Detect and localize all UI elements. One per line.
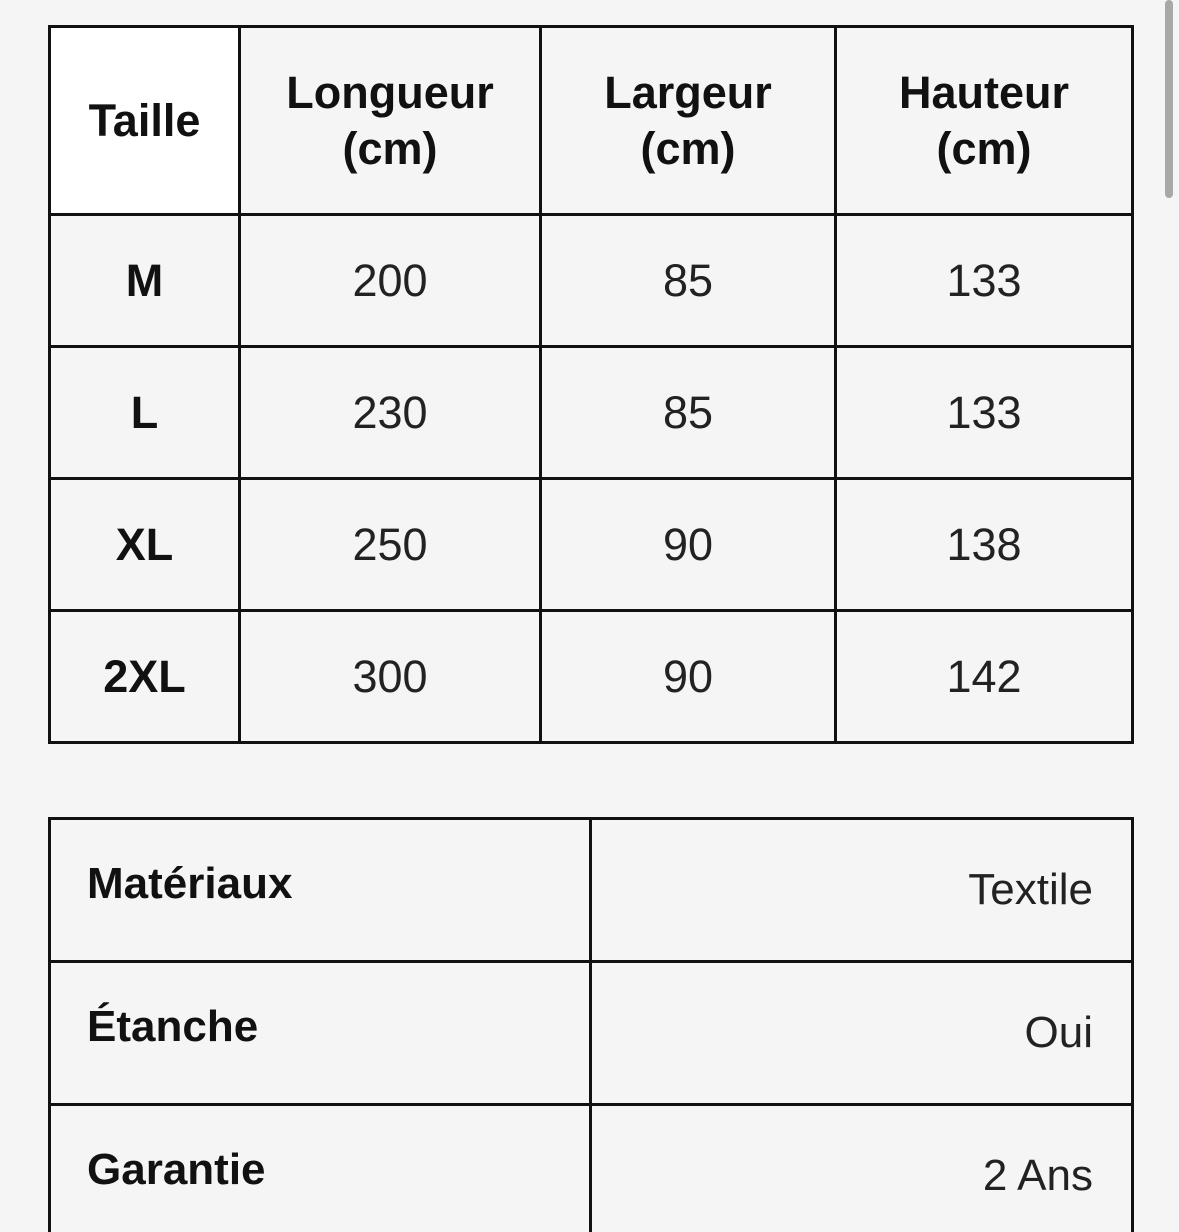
size-cell: XL [50,479,240,611]
hauteur-cell: 138 [836,479,1133,611]
header-largeur: Largeur (cm) [541,27,836,215]
largeur-cell: 85 [541,347,836,479]
table-row [50,347,1133,479]
largeur-cell: 90 [541,479,836,611]
table-row [50,215,1133,347]
spec-label [50,1105,591,1232]
spec-value: Textile [591,819,1133,962]
spec-value: Oui [591,962,1133,1105]
scrollbar-thumb[interactable] [1165,0,1173,198]
spec-row-garantie [50,1105,1133,1232]
size-table [48,25,1134,744]
header-taille: Taille [50,27,240,215]
largeur-cell: 90 [541,611,836,743]
header-hauteur: Hauteur (cm) [836,27,1133,215]
spec-row-etanche [50,962,1133,1105]
hauteur-cell: 142 [836,611,1133,743]
longueur-cell: 230 [240,347,541,479]
spec-label-text: Étanche [87,1002,259,1051]
spec-label-text: Garantie [87,1145,266,1194]
table-row [50,479,1133,611]
size-cell: M [50,215,240,347]
spec-table [48,817,1134,1232]
spec-row-materiaux [50,819,1133,962]
hauteur-cell: 133 [836,347,1133,479]
spec-value: 2 Ans [591,1105,1133,1232]
largeur-cell: 85 [541,215,836,347]
longueur-cell: 300 [240,611,541,743]
spec-label [50,962,591,1105]
longueur-cell: 250 [240,479,541,611]
size-cell: 2XL [50,611,240,743]
longueur-cell: 200 [240,215,541,347]
header-longueur: Longueur (cm) [240,27,541,215]
size-cell: L [50,347,240,479]
spec-label [50,819,591,962]
scrollbar[interactable] [1161,0,1179,1232]
size-table-header-row [50,27,1133,215]
hauteur-cell: 133 [836,215,1133,347]
spec-label-text: Matériaux [87,859,293,908]
table-row [50,611,1133,743]
